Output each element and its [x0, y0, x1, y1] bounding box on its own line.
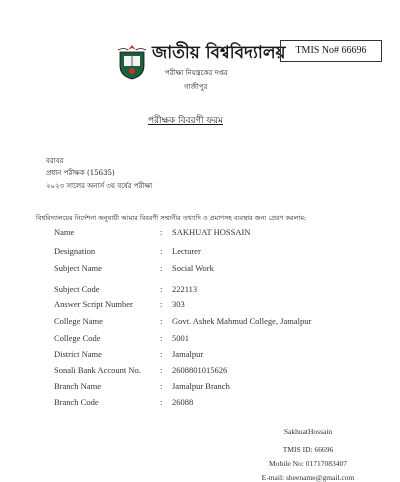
- detail-colon: :: [160, 316, 163, 326]
- detail-value: Govt. Ashek Mahmud College, Jamalpur: [172, 316, 312, 326]
- detail-row: [54, 333, 354, 347]
- detail-value: 5001: [172, 333, 189, 343]
- detail-row: [54, 263, 354, 277]
- detail-value: Jamalpur: [172, 349, 204, 359]
- detail-label: Subject Name: [54, 263, 102, 273]
- detail-colon: :: [160, 284, 163, 294]
- detail-colon: :: [160, 246, 163, 256]
- university-name: জাতীয় বিশ্ববিদ্যালয়: [152, 43, 286, 63]
- detail-label: College Name: [54, 316, 103, 326]
- detail-colon: :: [160, 227, 163, 237]
- detail-value: Jamalpur Branch: [172, 381, 230, 391]
- tmis-number-box: TMIS No# 66696: [280, 40, 382, 62]
- office-name: পরীক্ষা নিয়ন্ত্রকের দপ্তর: [165, 69, 228, 77]
- detail-row: [54, 349, 354, 363]
- office-place: গাজীপুর: [184, 83, 208, 91]
- detail-row: [54, 284, 354, 298]
- detail-value: SAKHUAT HOSSAIN: [172, 227, 251, 237]
- detail-row: [54, 299, 354, 313]
- detail-label: Designation: [54, 246, 96, 256]
- detail-value: 26088: [172, 397, 194, 407]
- signature-email: E-mail: sheename@gmail.com: [261, 473, 355, 482]
- address-line: প্রধান পরীক্ষক (15635): [46, 169, 115, 177]
- signature-tmis-id: TMIS ID: 66696: [282, 445, 334, 454]
- detail-label: Branch Name: [54, 381, 101, 391]
- university-logo: [116, 44, 148, 80]
- signature-name: SakhuatHossain: [283, 427, 333, 436]
- detail-colon: :: [160, 263, 163, 273]
- form-title: পরীক্ষক বিবরণী ফরম: [148, 116, 224, 126]
- detail-label: College Code: [54, 333, 101, 343]
- detail-colon: :: [160, 299, 163, 309]
- detail-label: District Name: [54, 349, 102, 359]
- detail-row: [54, 316, 354, 330]
- detail-label: Name: [54, 227, 75, 237]
- detail-colon: :: [160, 381, 163, 391]
- detail-row: [54, 365, 354, 379]
- detail-colon: :: [160, 365, 163, 375]
- detail-value: 303: [172, 299, 185, 309]
- detail-value: Social Work: [172, 263, 214, 273]
- address-line: ২০২৩ সালের অনার্স ৩য় বর্ষের পরীক্ষা: [46, 182, 153, 190]
- detail-colon: :: [160, 349, 163, 359]
- detail-value: Lecturer: [172, 246, 201, 256]
- detail-colon: :: [160, 333, 163, 343]
- detail-row: [54, 227, 354, 241]
- detail-value: 2608801015626: [172, 365, 228, 375]
- detail-label: Subject Code: [54, 284, 100, 294]
- detail-label: Answer Script Number: [54, 299, 133, 309]
- detail-value: 222113: [172, 284, 198, 294]
- detail-row: [54, 397, 354, 411]
- signature-mobile: Mobile No: 01717083407: [269, 459, 347, 468]
- detail-label: Sonali Bank Account No.: [54, 365, 141, 375]
- detail-row: [54, 246, 354, 260]
- address-line: বরাবর: [46, 157, 64, 165]
- detail-label: Branch Code: [54, 397, 99, 407]
- detail-colon: :: [160, 397, 163, 407]
- intro-text: বিশ্ববিদ্যালয়ের নির্দেশনা অনুযায়ী আমার বিবরণী সম্মানীর তথ্যাদি ও প্রমাণসহ ব্যবস্থার জন্য প্রেরণ করলাম:: [36, 214, 307, 222]
- detail-row: [54, 381, 354, 395]
